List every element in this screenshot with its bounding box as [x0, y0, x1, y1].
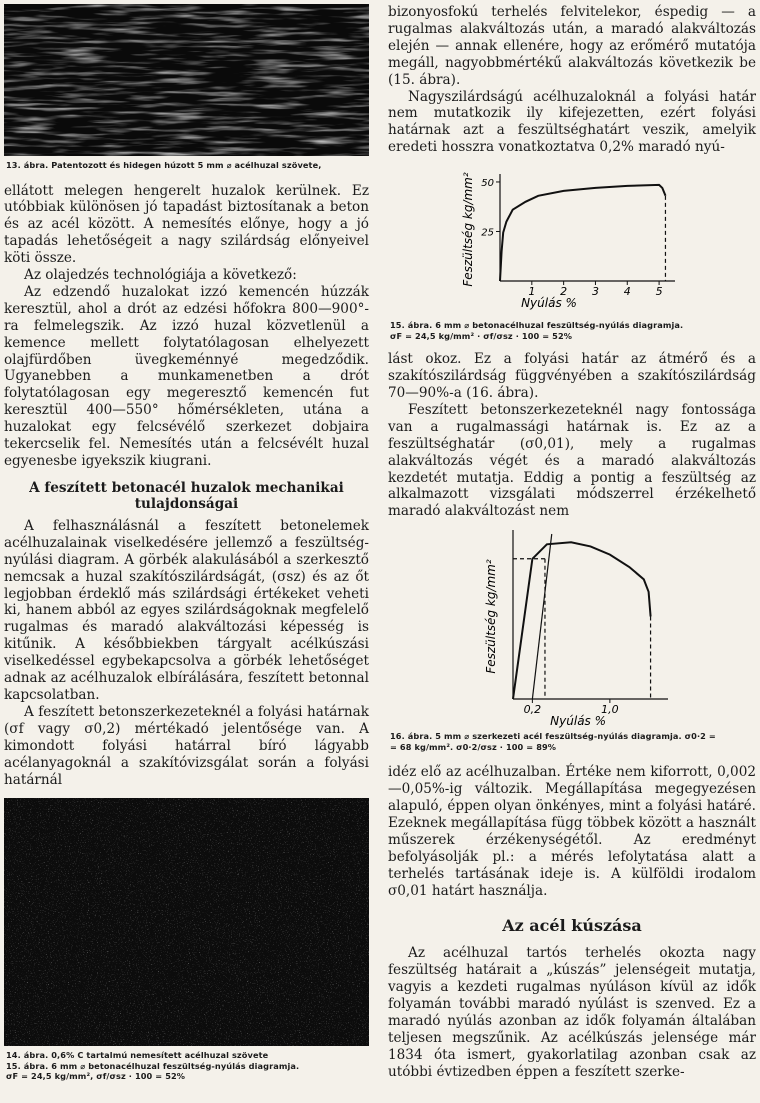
left-column: [4, 0, 369, 1081]
figure-15-caption-line2: σF = 24,5 kg/mm² · σf/σsz · 100 = 52%: [390, 330, 573, 341]
micrograph-13: [4, 4, 369, 156]
right-paragraph-5: idéz elő az acélhuzalban. Értéke nem kiforrott, 0,002—0,05%-ig változik. Megállapítása megegyezésen alapuló, éppen olyan önkényes, mint a folyási határé. Ezeknek megállapítása függ többek között a használt műszerek érzékenységétől. Az eredményt befolyásolják pl.: a mérés lefolytatása alatt a terhelés tartásának ideje is. A külföldi irodalom σ0,01 határt használja.: [388, 764, 756, 899]
stress-strain-chart-16: [388, 524, 756, 729]
x-tick-label-0: 1: [528, 285, 536, 299]
x-axis-label: Nyúlás %: [550, 714, 607, 729]
y-tick-label-0: 25: [481, 227, 494, 239]
micrograph-14-texture: [4, 798, 369, 1046]
right-paragraph-1: bizonyosfokú terhelés felvitelekor, éspedig — a rugalmas alakváltozás után, a maradó alakváltozás elején — annak ellenére, hogy az erőmérő mutatója megáll, nagyobbmértékű alakváltozás következik be (15. ábra).: [388, 4, 756, 88]
y-axis-label: Feszültség kg/mm²: [461, 172, 475, 287]
left-paragraph-5: A feszített betonszerkezeteknél a folyási határnak (σf vagy σ0,2) mértékadó jelentősége van. A kimondott folyási határral bíró lágyabb acélanyagoknál a szakítóvizsgálat során a folyási határnál: [4, 703, 369, 788]
y-tick-label-1: 50: [481, 178, 494, 190]
right-paragraph-4: Feszített betonszerkezeteknél nagy fontossága van a rugalmassági határnak is. Ez az a feszültséghatár (σ0,01), mely a rugalmas alakváltozás végét és a maradó alakváltozás kezdetét mutatja. Eddig a pontig a feszültség az alkalmazott vizsgálati módszerrel érzékelhető maradó alakváltozást nem: [388, 401, 756, 520]
micrograph-13-texture: [4, 4, 369, 156]
figure-15b-caption-line1: 15. ábra. 6 mm ⌀ betonacélhuzal feszültség-nyúlás diagramja.: [6, 1060, 300, 1071]
figure-14-caption: 14. ábra. 0,6% C tartalmú nemesített acélhuzal szövete: [6, 1050, 269, 1060]
right-paragraph-2: Nagyszilárdságú acélhuzaloknál a folyási határ nem mutatkozik ily kifejezetten, ezért folyási határnak azt a feszültséghatárt veszik, amelyik eredeti hosszra vonatkoztatva 0,2% maradó nyú-: [388, 88, 756, 156]
figure-13-caption: 13. ábra. Patentozott és hidegen húzott 5 mm ⌀ acélhuzal szövete,: [6, 160, 322, 170]
right-paragraph-3: lást okoz. Ez a folyási határ az átmérő és a szakítószilárdság függvényében a szakítószilárdság 70—90%-a (16. ábra).: [388, 351, 756, 401]
series-line-0: [513, 543, 651, 700]
y-axis-label: Feszültség kg/mm²: [484, 559, 498, 674]
left-paragraph-3: Az edzendő huzalokat izzó kemencén húzzák keresztül, ahol a drót az edzési hőfokra 800—900°-ra felmelegszik. Az izzó huzal közvetlenül a kemence mellett folytatólagosan elhelyezett olajfürdőben üvegkeménnyé megedződik. Ugyanebben a munkamenetben a drót folytatólagosan egy megeresztő kemencén fut keresztül 400—550° hőmérsékleten, utána a huzalokat egy felcsévélő szerkezet dobjaira tekercselik fel. Nemesítés után a felcsévélt huzal egyenesbe igyekszik kiugrani.: [4, 283, 369, 469]
figure-15b-caption-line2: σF = 24,5 kg/mm², σf/σsz · 100 = 52%: [6, 1071, 186, 1081]
figure-15-caption-line1: 15. ábra. 6 mm ⌀ betonacélhuzal feszültség-nyúlás diagramja.: [390, 320, 684, 331]
x-axis-label: Nyúlás %: [521, 296, 577, 311]
series-line-0: [500, 185, 666, 281]
left-paragraph-1: ellátott melegen hengerelt huzalok kerülnek. Ez utóbbiak különösen jó tapadást biztosítanak a beton és az acél között. A nemesítés előnye, hogy a jó tapadás lehetőségeit a nagy szilárdság előnyeivel köti össze.: [4, 182, 369, 267]
x-tick-label-1: 1,0: [601, 703, 619, 717]
section-heading-mechanical: A feszített betonacél huzalok mechanikai tulajdonságai: [29, 479, 344, 512]
x-tick-label-2: 3: [591, 285, 599, 299]
stress-strain-chart-15: [388, 168, 756, 318]
x-tick-label-4: 5: [655, 285, 663, 299]
micrograph-14: [4, 798, 369, 1046]
x-tick-label-1: 2: [560, 285, 568, 299]
x-tick-label-3: 4: [623, 285, 631, 299]
left-paragraph-2: Az olajedzés technológiája a következő:: [24, 267, 297, 284]
section-heading-creep: Az acél kúszása: [502, 916, 642, 936]
figure-16-caption-line2: = 68 kg/mm². σ0·2/σsz · 100 = 89%: [390, 741, 557, 752]
figure-16-caption-line1: 16. ábra. 5 mm ⌀ szerkezeti acél feszültség-nyúlás diagramja. σ0·2 =: [390, 731, 716, 742]
right-paragraph-6: Az acélhuzal tartós terhelés okozta nagy feszültség határait a „kúszás” jelenségeit mutatja, vagyis a kezdeti rugalmas nyúláson kívül az idők folyamán további maradó nyúlást is szenved. Ez a maradó nyúlás azonban az idők folyamán általában teljesen megszűnik. Az acélkúszás jelensége már 1834 óta ismert, gyakorlatilag azonban csak az utóbbi évtizedben éppen a feszített szerke-: [388, 945, 756, 1080]
left-paragraph-4: A felhasználásnál a feszített betonelemek acélhuzalainak viselkedésére jellemző a feszültség-nyúlási diagram. A görbék alakulásából a szerkesztő nemcsak a huzal szakítószilárdságát, (σsz) és az őt legjobban érdeklő más szilárdsági értékeket veheti ki, hanem abból az egyes szilárdságoknak megfelelő rugalmas és maradó alakváltozási képesség is kitűnik. A későbbiekben tárgyalt acélkúszási viselkedéssel egybekapcsolva a görbék lehetőséget adnak az acélhuzalok elbírálására, feszített betonnal kapcsolatban.: [4, 517, 369, 703]
x-tick-label-0: 0,2: [523, 703, 542, 717]
right-column: [388, 0, 756, 1081]
